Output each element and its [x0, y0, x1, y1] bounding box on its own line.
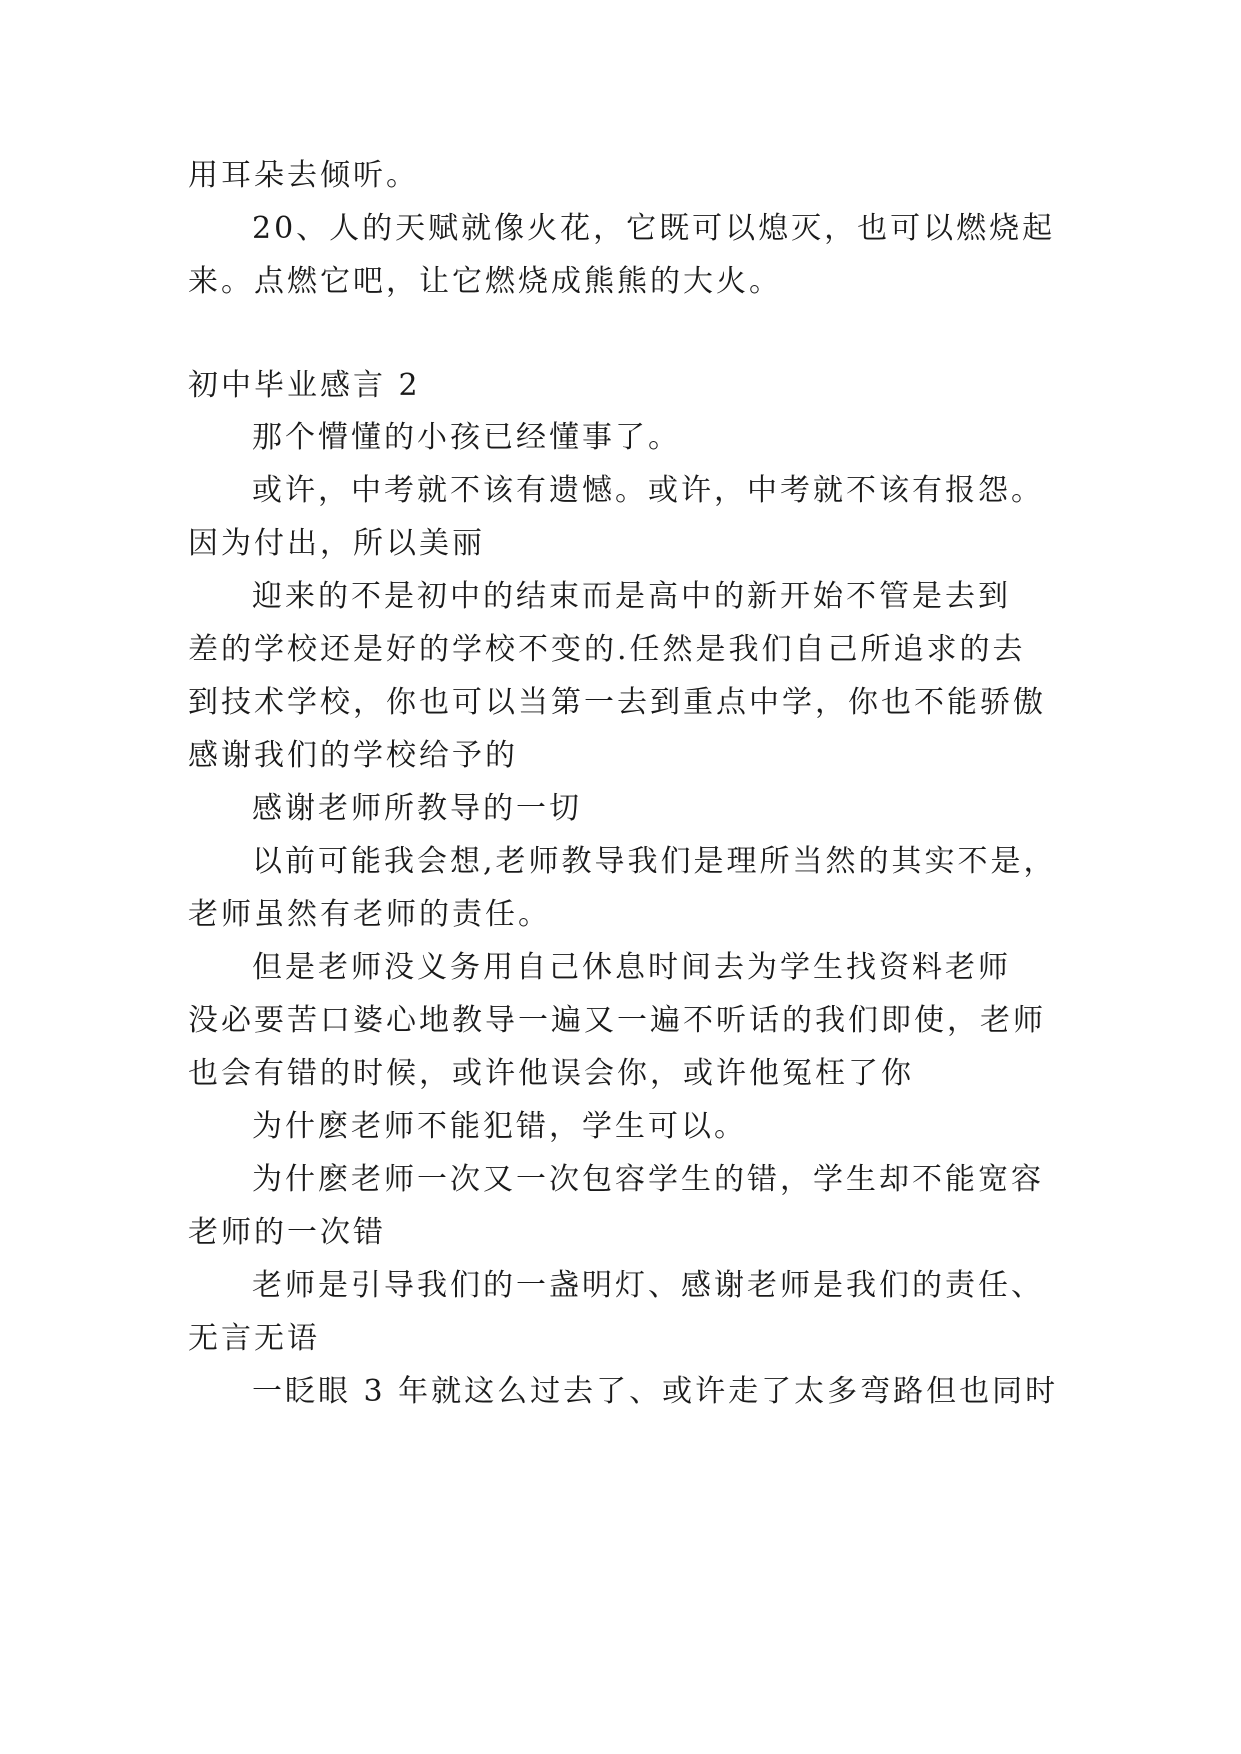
paragraph-line: 到技术学校，你也可以当第一去到重点中学，你也不能骄傲: [188, 685, 1046, 720]
paragraph-line: 迎来的不是初中的结束而是高中的新开始不管是去到: [252, 579, 1011, 614]
paragraph-line: 但是老师没义务用自己休息时间去为学生找资料老师: [252, 950, 1011, 985]
paragraph-line: 20、人的天赋就像火花，它既可以熄灭，也可以燃烧起: [252, 211, 1056, 246]
paragraph-line: 为什麽老师不能犯错，学生可以。: [252, 1109, 747, 1144]
paragraph-line: 无言无语: [188, 1321, 320, 1356]
paragraph-line: 来。点燃它吧，让它燃烧成熊熊的大火。: [188, 264, 782, 299]
paragraph-line: 感谢我们的学校给予的: [188, 738, 518, 773]
paragraph-line: 用耳朵去倾听。: [188, 158, 419, 193]
section-heading: 初中毕业感言 2: [188, 368, 421, 403]
paragraph-line: 为什麽老师一次又一次包容学生的错，学生却不能宽容: [252, 1162, 1044, 1197]
paragraph-line: 一眨眼 3 年就这么过去了、或许走了太多弯路但也同时: [252, 1374, 1059, 1409]
paragraph-line: 没必要苦口婆心地教导一遍又一遍不听话的我们即使，老师: [188, 1003, 1046, 1038]
paragraph-line: 老师虽然有老师的责任。: [188, 897, 551, 932]
paragraph-line: 老师的一次错: [188, 1215, 386, 1250]
paragraph-line: 差的学校还是好的学校不变的.任然是我们自己所追求的去: [188, 632, 1026, 667]
paragraph-line: 因为付出，所以美丽: [188, 526, 485, 561]
paragraph-line: 或许，中考就不该有遗憾。或许，中考就不该有报怨。: [252, 473, 1044, 508]
paragraph-line: 以前可能我会想,老师教导我们是理所当然的其实不是，: [252, 844, 1057, 879]
paragraph-line: 也会有错的时候，或许他误会你，或许他冤枉了你: [188, 1056, 914, 1091]
paragraph-line: 感谢老师所教导的一切: [252, 791, 582, 826]
paragraph-line: 老师是引导我们的一盏明灯、感谢老师是我们的责任、: [252, 1268, 1044, 1303]
paragraph-line: 那个懵懂的小孩已经懂事了。: [252, 420, 681, 455]
